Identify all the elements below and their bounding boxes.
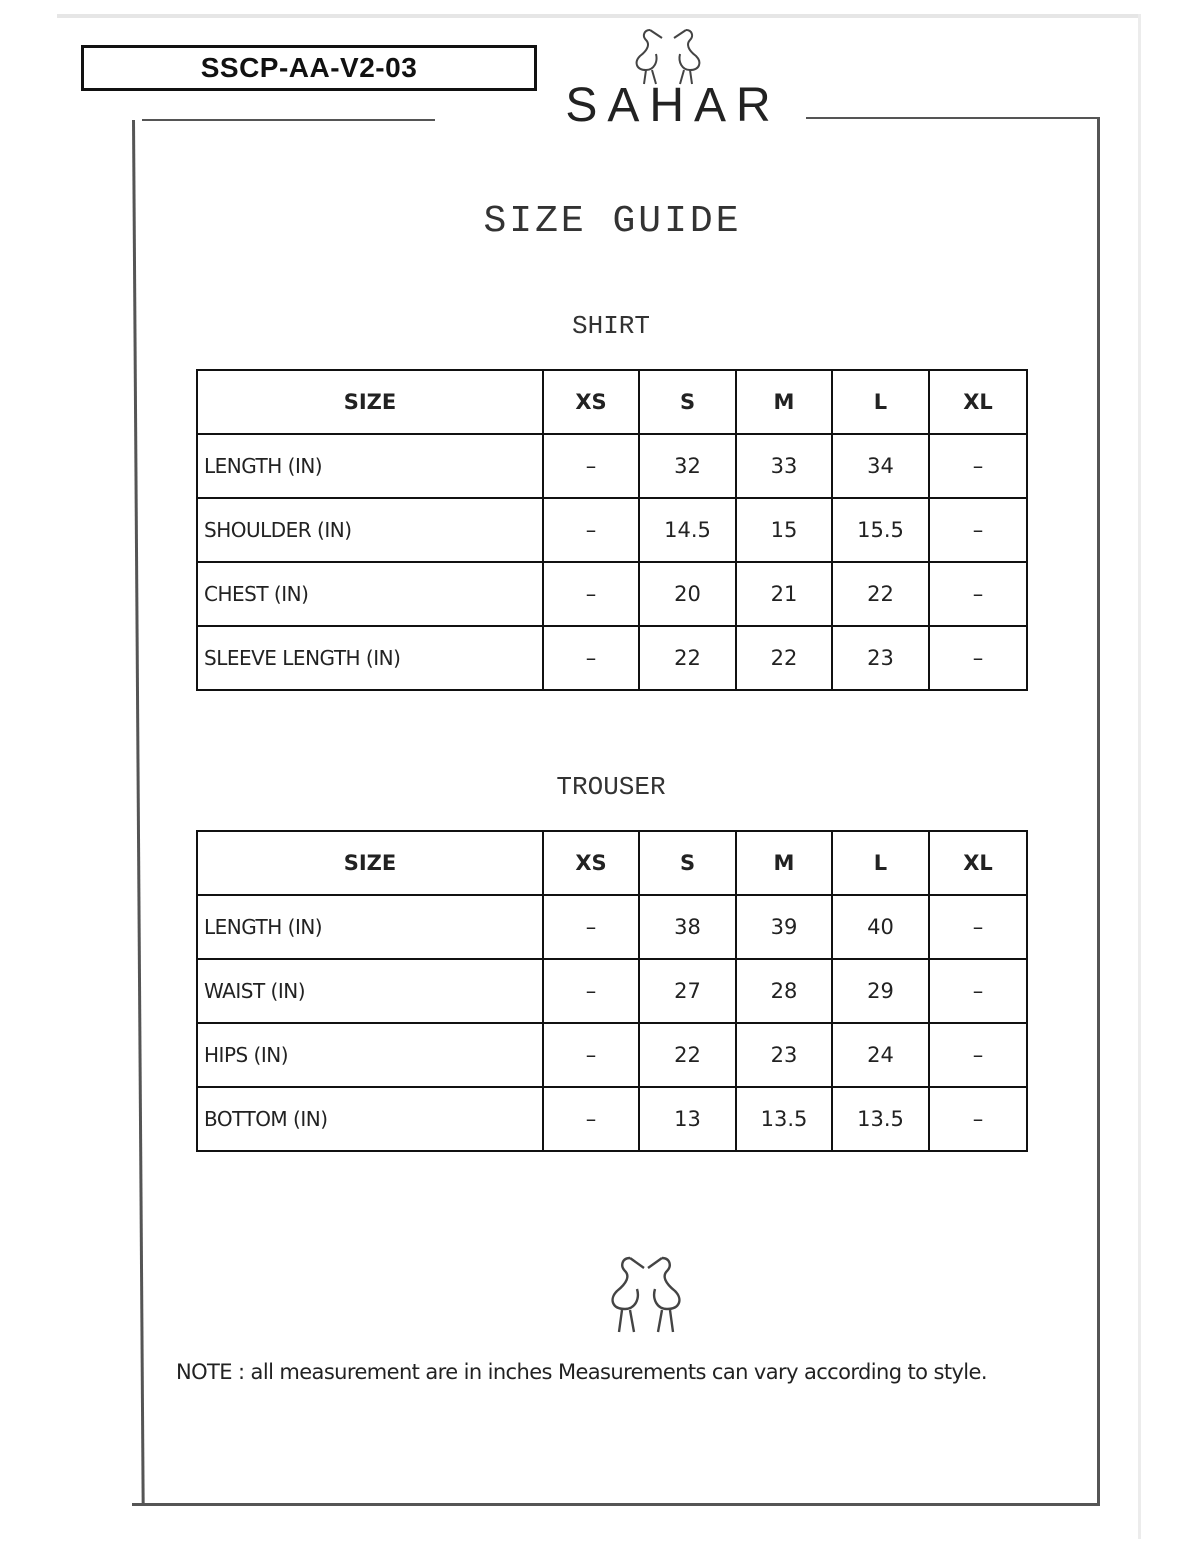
table-cell: –: [929, 562, 1027, 626]
column-header: XS: [543, 370, 639, 434]
column-header: L: [832, 831, 929, 895]
page-title: SIZE GUIDE: [483, 200, 742, 243]
twin-cranes-icon: [596, 1252, 696, 1336]
table-cell: 22: [639, 626, 736, 690]
column-header: M: [736, 831, 832, 895]
table-cell: 23: [736, 1023, 832, 1087]
table-cell: 22: [832, 562, 929, 626]
frame-top-right: [806, 117, 1100, 119]
table-row: [197, 498, 1027, 562]
top-rule: [57, 14, 1140, 18]
table-cell: 38: [639, 895, 736, 959]
column-header: L: [832, 370, 929, 434]
frame-bottom: [132, 1503, 1100, 1506]
product-code-box: [81, 45, 537, 91]
row-label: LENGTH (IN): [197, 434, 543, 498]
table-cell: 13: [639, 1087, 736, 1151]
table-cell: 39: [736, 895, 832, 959]
row-label: BOTTOM (IN): [197, 1087, 543, 1151]
table-cell: –: [929, 498, 1027, 562]
frame-top-left: [142, 119, 435, 121]
table-row: [197, 1023, 1027, 1087]
column-header: XL: [929, 370, 1027, 434]
table-cell: 24: [832, 1023, 929, 1087]
table-header-row: [197, 831, 1027, 895]
table-cell: –: [929, 1023, 1027, 1087]
table-cell: 29: [832, 959, 929, 1023]
table-row: [197, 895, 1027, 959]
table-cell: 13.5: [736, 1087, 832, 1151]
shirt-heading: SHIRT: [571, 311, 650, 341]
product-code: SSCP-AA-V2-03: [200, 52, 418, 83]
table-cell: –: [929, 959, 1027, 1023]
table-row: [197, 434, 1027, 498]
table-cell: –: [929, 434, 1027, 498]
table-cell: –: [543, 1087, 639, 1151]
table-cell: –: [543, 895, 639, 959]
trouser-heading: TROUSER: [556, 772, 666, 802]
table-cell: 21: [736, 562, 832, 626]
table-cell: 13.5: [832, 1087, 929, 1151]
table-cell: 27: [639, 959, 736, 1023]
table-row: [197, 1087, 1027, 1151]
trouser-size-table: [196, 830, 1028, 1152]
table-cell: –: [929, 1087, 1027, 1151]
table-row: [197, 959, 1027, 1023]
table-cell: 15: [736, 498, 832, 562]
measurement-note: NOTE : all measurement are in inches Measurements can vary according to style.: [176, 1360, 987, 1384]
table-cell: –: [929, 895, 1027, 959]
table-cell: 20: [639, 562, 736, 626]
row-label: HIPS (IN): [197, 1023, 543, 1087]
column-header: SIZE: [197, 370, 543, 434]
row-label: SLEEVE LENGTH (IN): [197, 626, 543, 690]
column-header: S: [639, 370, 736, 434]
table-cell: –: [543, 434, 639, 498]
table-cell: –: [543, 562, 639, 626]
column-header: XL: [929, 831, 1027, 895]
table-row: [197, 562, 1027, 626]
table-header-row: [197, 370, 1027, 434]
table-cell: 22: [639, 1023, 736, 1087]
column-header: SIZE: [197, 831, 543, 895]
brand-name: SAHAR: [565, 79, 781, 132]
table-cell: –: [543, 626, 639, 690]
row-label: LENGTH (IN): [197, 895, 543, 959]
column-header: S: [639, 831, 736, 895]
table-row: [197, 626, 1027, 690]
table-cell: –: [543, 1023, 639, 1087]
table-cell: 22: [736, 626, 832, 690]
row-label: CHEST (IN): [197, 562, 543, 626]
column-header: XS: [543, 831, 639, 895]
table-cell: 40: [832, 895, 929, 959]
table-cell: –: [543, 498, 639, 562]
row-label: SHOULDER (IN): [197, 498, 543, 562]
twin-cranes-icon: [628, 26, 708, 86]
column-header: M: [736, 370, 832, 434]
table-cell: 14.5: [639, 498, 736, 562]
table-cell: 28: [736, 959, 832, 1023]
table-cell: –: [929, 626, 1027, 690]
table-cell: 23: [832, 626, 929, 690]
table-cell: 32: [639, 434, 736, 498]
table-cell: 34: [832, 434, 929, 498]
table-cell: 15.5: [832, 498, 929, 562]
table-cell: –: [543, 959, 639, 1023]
shirt-size-table: [196, 369, 1028, 691]
row-label: WAIST (IN): [197, 959, 543, 1023]
table-cell: 33: [736, 434, 832, 498]
